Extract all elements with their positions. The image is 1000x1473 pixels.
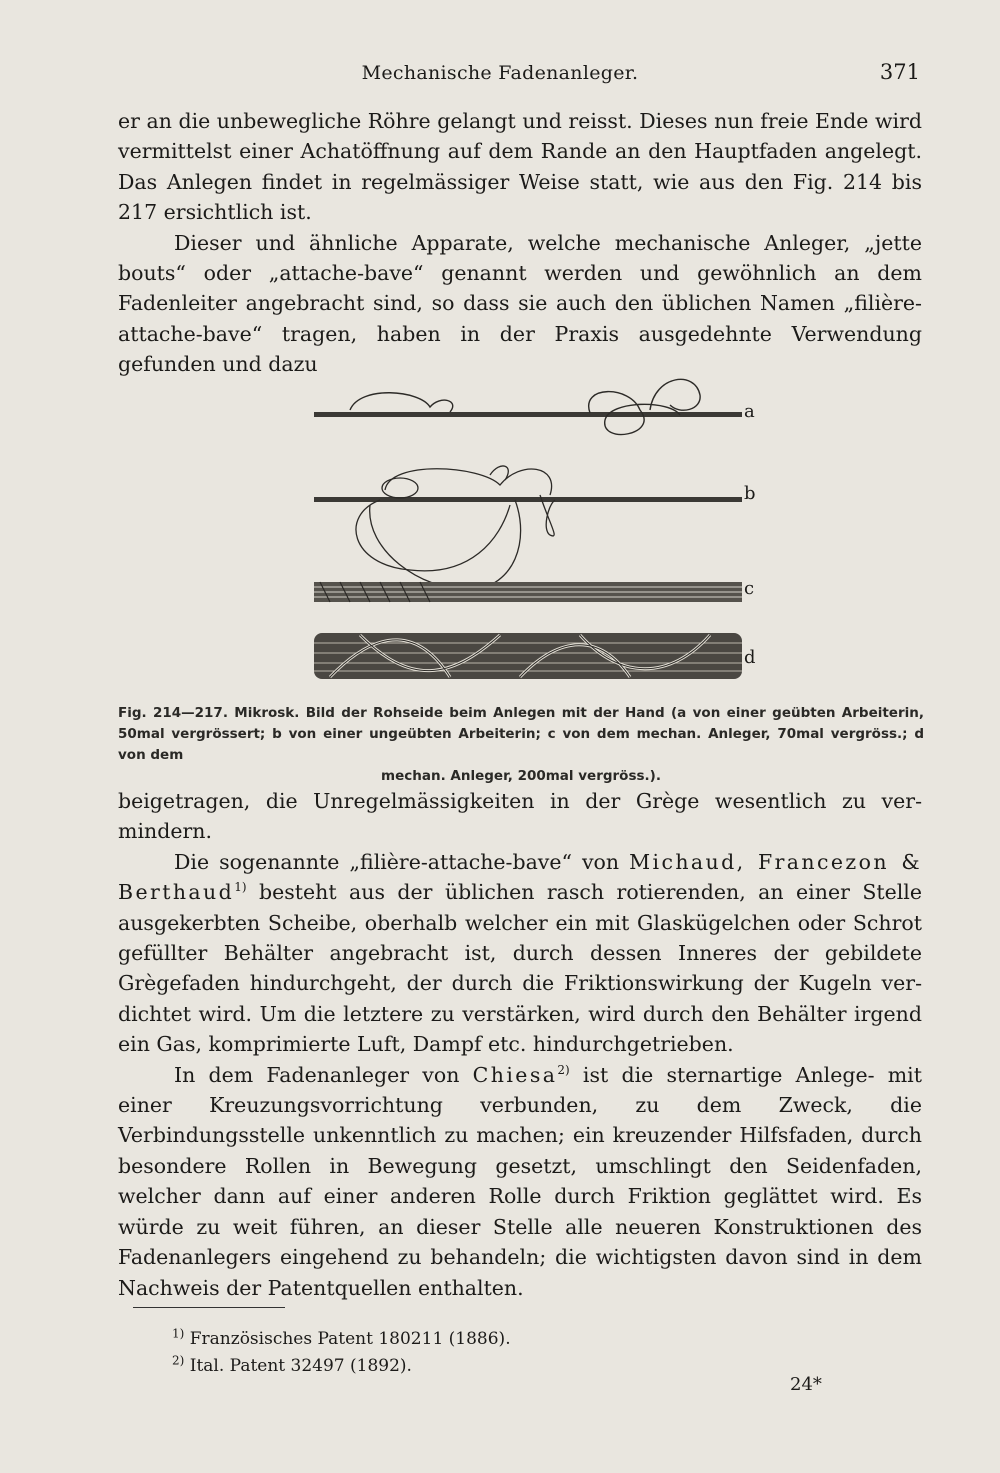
paragraph: Dieser und ähnliche Apparate, welche mechanische Anleger, „jette bouts“ oder „attache-bave“ genannt werden und gewöhnlich an dem Fadenleiter angebracht sind, so dass sie auch den üblichen Namen „filière-attache-bave“ tragen, haben in der Praxis ausgedehnte Verwendung gefunden und dazu: [118, 230, 922, 377]
footnote-ref: 1): [234, 880, 247, 895]
paragraph: [118, 1060, 922, 1303]
footnote-divider: [133, 1307, 285, 1308]
thread-illustration: [300, 365, 780, 695]
author-names: Michaud, Francezon &: [629, 849, 922, 874]
footnote-mark: 2): [172, 1353, 185, 1368]
author-name: Berthaud: [118, 880, 235, 905]
paragraph-text: ist die sternartige Anlege- mit einer Kreuzungsvorrichtung verbunden, zu dem Zweck, die Verbindungsstelle unkenntlich zu machen; ein kreuzender Hilfsfaden, durch besondere Rollen in Bewegung gesetzt, umschlingt den Seidenfaden, welcher dann auf einer anderen Rolle durch Friktion geglättet wird. Es würde zu weit führen, an dieser Stelle alle neueren Konstruktionen des Fadenanlegers eingehend zu behandeln; die wichtigsten davon sind in dem Nachweis der Patentquellen enthalten.: [118, 1062, 922, 1300]
paragraph: er an die unbewegliche Röhre gelangt und reisst. Dieses nun freie Ende wird vermittelst einer Achatöffnung auf dem Rande an den Hauptfaden angelegt. Das Anlegen findet in regelmässiger Weise statt, wie aus den Fig. 214 bis 217 ersichtlich ist.: [118, 109, 922, 225]
paragraph-text: besteht aus der üblichen rasch rotierenden, an einer Stelle ausgekerbten Scheibe, oberhalb welcher ein mit Glaskügelchen oder Schrot gefüllter Behälter angebracht ist, durch dessen Inneres der gebildete Grègefaden hindurchgeht, der durch die Friktionswirkung der Kugeln verdichtet wird. Um die letztere zu verstärken, wird durch den Behälter irgend ein Gas, komprimierte Luft, Dampf etc. hindurchgetrieben.: [118, 880, 922, 1057]
figure-label-c: c: [744, 578, 755, 599]
page-number: 371: [879, 60, 920, 84]
paragraph: beigetragen, die Unregelmässigkeiten in der Grège wesentlich zu vermindern.: [118, 789, 922, 844]
footnote: [172, 1326, 511, 1353]
figure-label-a: a: [744, 401, 755, 422]
thread-b-drawing: [314, 466, 742, 590]
figure-caption: [118, 703, 924, 787]
thread-c-drawing: [314, 582, 742, 602]
caption-text-end: mechan. Anleger, 200mal vergröss.).: [381, 768, 661, 784]
text-block-top: [118, 106, 922, 380]
paragraph-text: In dem Fadenanleger von: [174, 1062, 460, 1087]
footnote-text: Ital. Patent 32497 (1892).: [189, 1356, 412, 1376]
thread-a-drawing: [314, 379, 742, 434]
footnote-ref: 2): [557, 1062, 570, 1077]
running-header: Mechanische Fadenanleger.: [361, 62, 639, 84]
caption-text: Fig. 214—217. Mikrosk. Bild der Rohseide beim Anlegen mit der Hand (a von einer geübten Arbeiterin, 50mal vergrössert; b von einer ungeübten Arbeiterin; c von dem mechan. Anleger, 70mal vergröss.; d von dem: [118, 705, 924, 763]
author-name: Chiesa: [472, 1062, 558, 1087]
footnote-mark: 1): [172, 1326, 185, 1341]
figure-label-b: b: [744, 483, 756, 504]
text-block-bottom: [118, 786, 922, 1303]
paragraph-text: Die sogenannte „filière-attache-bave“ von: [174, 849, 620, 874]
figure-silk-threads: [300, 365, 780, 695]
footnote-text: Französisches Patent 180211 (1886).: [189, 1329, 511, 1349]
printer-signature: 24*: [790, 1374, 822, 1395]
thread-d-drawing: [314, 633, 742, 679]
figure-label-d: d: [744, 647, 756, 668]
footnotes: [172, 1326, 511, 1380]
paragraph: [118, 847, 922, 1060]
footnote: [172, 1353, 511, 1380]
